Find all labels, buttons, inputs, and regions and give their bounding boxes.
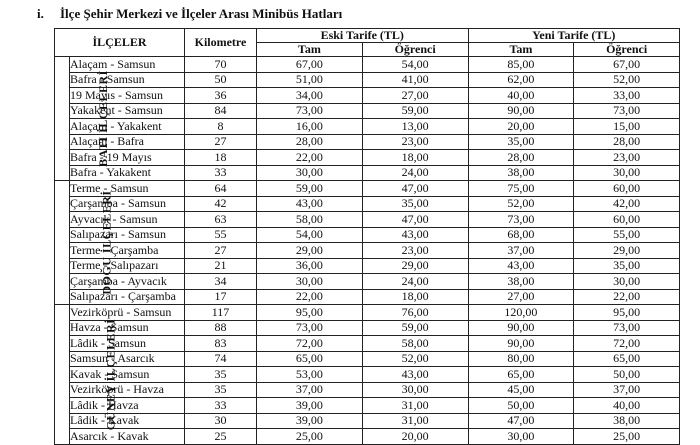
old-ogrenci-cell: 76,00	[362, 305, 468, 321]
new-tam-cell: 68,00	[468, 227, 574, 243]
km-cell: 55	[185, 227, 257, 243]
old-tam-cell: 65,00	[257, 351, 363, 367]
new-ogrenci-cell: 73,00	[574, 103, 680, 119]
new-ogrenci-cell: 67,00	[574, 57, 680, 73]
old-ogrenci-cell: 24,00	[362, 165, 468, 181]
table-row	[55, 196, 680, 212]
km-cell: 117	[185, 305, 257, 321]
old-ogrenci-cell: 58,00	[362, 336, 468, 352]
new-tam-cell: 35,00	[468, 134, 574, 150]
route-cell: Bafra - Samsun	[70, 72, 185, 88]
old-tam-cell: 58,00	[257, 212, 363, 228]
new-tam-cell: 120,00	[468, 305, 574, 321]
new-ogrenci-cell: 37,00	[574, 382, 680, 398]
route-cell: Çarşamba - Ayvacık	[70, 274, 185, 290]
table-row	[55, 212, 680, 228]
table-row	[55, 305, 680, 321]
new-tam-cell: 73,00	[468, 212, 574, 228]
old-ogrenci-cell: 13,00	[362, 119, 468, 135]
route-cell: Alaçam - Yakakent	[70, 119, 185, 135]
table-row	[55, 382, 680, 398]
new-ogrenci-cell: 52,00	[574, 72, 680, 88]
km-cell: 63	[185, 212, 257, 228]
new-ogrenci-cell: 73,00	[574, 320, 680, 336]
new-tam-cell: 65,00	[468, 367, 574, 383]
section-heading	[37, 6, 342, 22]
new-tam-cell: 90,00	[468, 336, 574, 352]
new-ogrenci-cell: 22,00	[574, 289, 680, 305]
old-ogrenci-cell: 59,00	[362, 320, 468, 336]
old-ogrenci-cell: 31,00	[362, 398, 468, 414]
new-tam-cell: 40,00	[468, 88, 574, 104]
new-ogrenci-cell: 28,00	[574, 134, 680, 150]
new-ogrenci-cell: 30,00	[574, 274, 680, 290]
old-tam-cell: 16,00	[257, 119, 363, 135]
table-row	[55, 429, 680, 445]
old-ogrenci-cell: 35,00	[362, 196, 468, 212]
new-ogrenci-cell: 33,00	[574, 88, 680, 104]
old-tam-cell: 53,00	[257, 367, 363, 383]
old-ogrenci-cell: 29,00	[362, 258, 468, 274]
new-tam-cell: 43,00	[468, 258, 574, 274]
km-cell: 25	[185, 429, 257, 445]
table-row	[55, 336, 680, 352]
table-row	[55, 320, 680, 336]
old-tam-cell: 43,00	[257, 196, 363, 212]
header-new-ogrenci: Öğrenci	[574, 43, 680, 57]
old-ogrenci-cell: 18,00	[362, 150, 468, 166]
table-row	[55, 150, 680, 166]
old-tam-cell: 29,00	[257, 243, 363, 259]
new-ogrenci-cell: 25,00	[574, 429, 680, 445]
new-tam-cell: 52,00	[468, 196, 574, 212]
old-tam-cell: 51,00	[257, 72, 363, 88]
table-row	[55, 274, 680, 290]
route-cell: Lâdik - Havza	[70, 398, 185, 414]
region-label-text: DOĞU İLÇELERİ	[99, 190, 114, 295]
route-cell: Havza - Samsun	[70, 320, 185, 336]
old-ogrenci-cell: 43,00	[362, 367, 468, 383]
old-ogrenci-cell: 54,00	[362, 57, 468, 73]
old-ogrenci-cell: 43,00	[362, 227, 468, 243]
old-ogrenci-cell: 23,00	[362, 134, 468, 150]
old-tam-cell: 36,00	[257, 258, 363, 274]
new-tam-cell: 38,00	[468, 165, 574, 181]
km-cell: 18	[185, 150, 257, 166]
route-cell: Terme - Salıpazarı	[70, 258, 185, 274]
new-tam-cell: 62,00	[468, 72, 574, 88]
region-label-text: BATI İLÇELERİ	[95, 70, 110, 167]
old-ogrenci-cell: 47,00	[362, 212, 468, 228]
table-row	[55, 165, 680, 181]
new-tam-cell: 50,00	[468, 398, 574, 414]
header-ilceler: İLÇELER	[55, 29, 185, 57]
table-row	[55, 258, 680, 274]
new-tam-cell: 90,00	[468, 320, 574, 336]
route-cell: 19 Mayıs - Samsun	[70, 88, 185, 104]
new-ogrenci-cell: 23,00	[574, 150, 680, 166]
route-cell: Bafra - 19 Mayıs	[70, 150, 185, 166]
new-ogrenci-cell: 42,00	[574, 196, 680, 212]
new-tam-cell: 27,00	[468, 289, 574, 305]
new-tam-cell: 75,00	[468, 181, 574, 197]
old-ogrenci-cell: 23,00	[362, 243, 468, 259]
km-cell: 34	[185, 274, 257, 290]
route-cell: Çarşamba - Samsun	[70, 196, 185, 212]
km-cell: 27	[185, 134, 257, 150]
old-ogrenci-cell: 59,00	[362, 103, 468, 119]
table-row	[55, 72, 680, 88]
old-ogrenci-cell: 47,00	[362, 181, 468, 197]
table-row	[55, 227, 680, 243]
header-old-ogrenci: Öğrenci	[362, 43, 468, 57]
new-ogrenci-cell: 38,00	[574, 413, 680, 429]
route-cell: Kavak - Samsun	[70, 367, 185, 383]
route-cell: Asarcık - Kavak	[70, 429, 185, 445]
new-ogrenci-cell: 30,00	[574, 165, 680, 181]
new-ogrenci-cell: 15,00	[574, 119, 680, 135]
fare-table-body	[55, 57, 680, 445]
table-row	[55, 119, 680, 135]
table-row	[55, 57, 680, 73]
new-ogrenci-cell: 50,00	[574, 367, 680, 383]
section-title: İlçe Şehir Merkezi ve İlçeler Arası Minibüs Hatları	[60, 6, 343, 21]
route-cell: Samsun - Asarcık	[70, 351, 185, 367]
km-cell: 70	[185, 57, 257, 73]
km-cell: 36	[185, 88, 257, 104]
route-cell: Lâdik - Samsun	[70, 336, 185, 352]
old-ogrenci-cell: 31,00	[362, 413, 468, 429]
header-new-tam: Tam	[468, 43, 574, 57]
km-cell: 21	[185, 258, 257, 274]
new-ogrenci-cell: 65,00	[574, 351, 680, 367]
header-old-tam: Tam	[257, 43, 363, 57]
old-tam-cell: 28,00	[257, 134, 363, 150]
km-cell: 33	[185, 398, 257, 414]
km-cell: 17	[185, 289, 257, 305]
fare-table	[54, 28, 680, 445]
table-row	[55, 398, 680, 414]
km-cell: 42	[185, 196, 257, 212]
header-km: Kilometre	[185, 29, 257, 57]
old-ogrenci-cell: 20,00	[362, 429, 468, 445]
new-tam-cell: 80,00	[468, 351, 574, 367]
route-cell: Vezirköprü - Havza	[70, 382, 185, 398]
table-row	[55, 88, 680, 104]
header-old-tariff: Eski Tarife (TL)	[257, 29, 469, 43]
old-tam-cell: 67,00	[257, 57, 363, 73]
new-tam-cell: 85,00	[468, 57, 574, 73]
km-cell: 8	[185, 119, 257, 135]
new-ogrenci-cell: 60,00	[574, 181, 680, 197]
new-tam-cell: 45,00	[468, 382, 574, 398]
route-cell: Alaçam - Samsun	[70, 57, 185, 73]
route-cell: Alaçam - Bafra	[70, 134, 185, 150]
new-ogrenci-cell: 29,00	[574, 243, 680, 259]
km-cell: 64	[185, 181, 257, 197]
old-tam-cell: 73,00	[257, 103, 363, 119]
new-tam-cell: 30,00	[468, 429, 574, 445]
old-tam-cell: 22,00	[257, 289, 363, 305]
new-tam-cell: 90,00	[468, 103, 574, 119]
old-tam-cell: 25,00	[257, 429, 363, 445]
old-tam-cell: 54,00	[257, 227, 363, 243]
table-row	[55, 351, 680, 367]
old-tam-cell: 37,00	[257, 382, 363, 398]
new-ogrenci-cell: 35,00	[574, 258, 680, 274]
new-ogrenci-cell: 60,00	[574, 212, 680, 228]
km-cell: 33	[185, 165, 257, 181]
new-tam-cell: 38,00	[468, 274, 574, 290]
table-row	[55, 413, 680, 429]
km-cell: 50	[185, 72, 257, 88]
new-tam-cell: 28,00	[468, 150, 574, 166]
route-cell: Yakakent - Samsun	[70, 103, 185, 119]
table-row	[55, 289, 680, 305]
old-tam-cell: 30,00	[257, 274, 363, 290]
old-tam-cell: 22,00	[257, 150, 363, 166]
old-tam-cell: 95,00	[257, 305, 363, 321]
table-row	[55, 181, 680, 197]
route-cell: Terme - Çarşamba	[70, 243, 185, 259]
route-cell: Salıpazarı - Çarşamba	[70, 289, 185, 305]
new-ogrenci-cell: 95,00	[574, 305, 680, 321]
table-row	[55, 367, 680, 383]
old-tam-cell: 72,00	[257, 336, 363, 352]
header-new-tariff: Yeni Tarife (TL)	[468, 29, 680, 43]
route-cell: Terme - Samsun	[70, 181, 185, 197]
table-row	[55, 103, 680, 119]
km-cell: 88	[185, 320, 257, 336]
km-cell: 35	[185, 382, 257, 398]
new-tam-cell: 47,00	[468, 413, 574, 429]
new-tam-cell: 20,00	[468, 119, 574, 135]
old-ogrenci-cell: 52,00	[362, 351, 468, 367]
new-tam-cell: 37,00	[468, 243, 574, 259]
km-cell: 30	[185, 413, 257, 429]
km-cell: 35	[185, 367, 257, 383]
route-cell: Vezirköprü - Samsun	[70, 305, 185, 321]
new-ogrenci-cell: 40,00	[574, 398, 680, 414]
old-tam-cell: 59,00	[257, 181, 363, 197]
section-number: i.	[37, 6, 44, 21]
old-ogrenci-cell: 24,00	[362, 274, 468, 290]
new-ogrenci-cell: 72,00	[574, 336, 680, 352]
old-tam-cell: 39,00	[257, 398, 363, 414]
km-cell: 84	[185, 103, 257, 119]
table-row	[55, 243, 680, 259]
table-row	[55, 134, 680, 150]
route-cell: Bafra - Yakakent	[70, 165, 185, 181]
old-ogrenci-cell: 18,00	[362, 289, 468, 305]
old-tam-cell: 73,00	[257, 320, 363, 336]
region-label-text: GÜNEY İLÇELERİ	[103, 318, 118, 431]
old-ogrenci-cell: 27,00	[362, 88, 468, 104]
old-ogrenci-cell: 30,00	[362, 382, 468, 398]
old-ogrenci-cell: 41,00	[362, 72, 468, 88]
new-ogrenci-cell: 55,00	[574, 227, 680, 243]
km-cell: 27	[185, 243, 257, 259]
old-tam-cell: 34,00	[257, 88, 363, 104]
km-cell: 74	[185, 351, 257, 367]
route-cell: Salıpazarı - Samsun	[70, 227, 185, 243]
route-cell: Ayvacık - Samsun	[70, 212, 185, 228]
km-cell: 83	[185, 336, 257, 352]
old-tam-cell: 30,00	[257, 165, 363, 181]
old-tam-cell: 39,00	[257, 413, 363, 429]
route-cell: Lâdik - Kavak	[70, 413, 185, 429]
